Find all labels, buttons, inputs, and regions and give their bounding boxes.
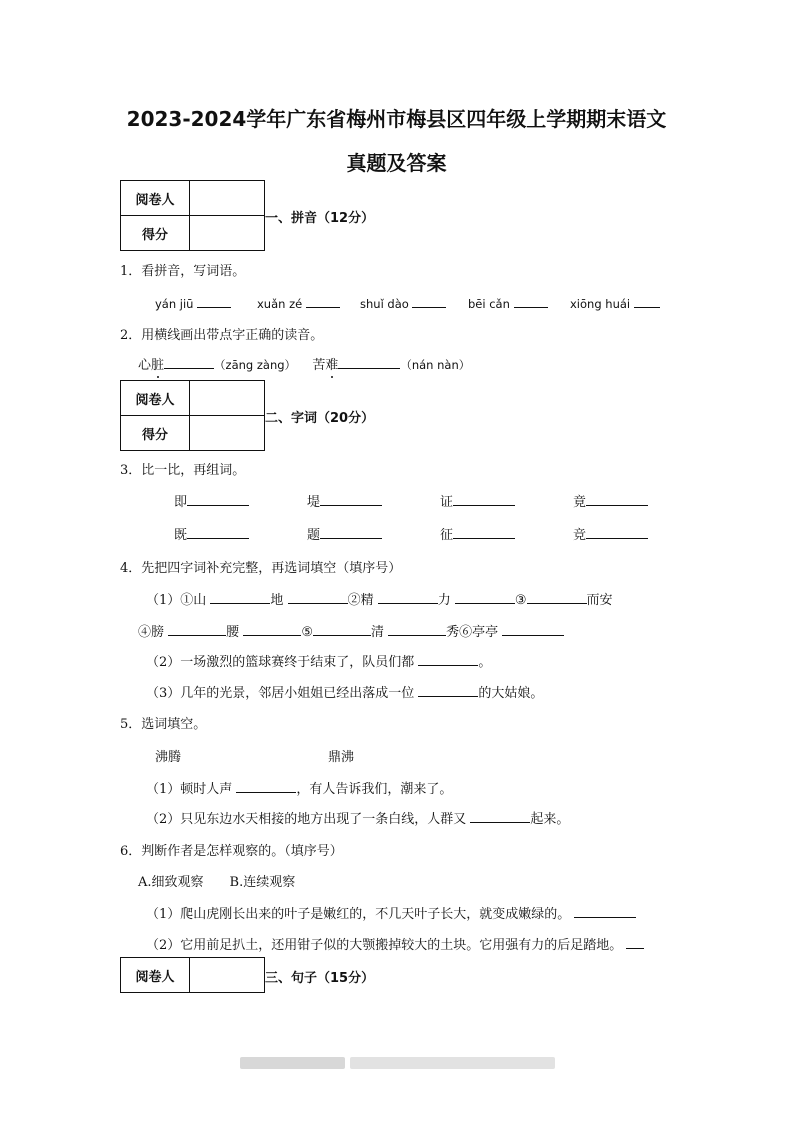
question-2: 2．用横线画出带点字正确的读音。	[120, 328, 324, 343]
q3-item-8: 竞	[573, 524, 648, 543]
q4-sub-3: （3）几年的光景，邻居小姐姐已经出落成一位 的大姑娘。	[146, 682, 543, 701]
pinyin-4: bēi cǎn	[468, 294, 548, 311]
q6-options: A.细致观察 B.连续观察	[138, 875, 296, 890]
reviewer-label: 阅卷人	[121, 958, 190, 993]
reviewer-label: 阅卷人	[121, 181, 190, 216]
reviewer-cell[interactable]	[190, 381, 265, 416]
q2-word-b: 苦难	[312, 358, 339, 373]
section-2-heading: 二、字词（20分）	[265, 411, 375, 426]
footer-watermark-blur	[240, 1057, 345, 1069]
q3-item-2: 堤	[307, 491, 382, 510]
q5-word-2: 鼎沸	[328, 750, 355, 765]
reviewer-label: 阅卷人	[121, 381, 190, 416]
score-box-1	[120, 180, 265, 251]
q5-word-1: 沸腾	[155, 750, 182, 765]
section-1-heading: 一、拼音（12分）	[265, 211, 375, 226]
score-cell[interactable]	[190, 216, 265, 251]
q6-sub-1: （1）爬山虎刚长出来的叶子是嫩红的，不几天叶子长大，就变成嫩绿的。	[146, 903, 636, 922]
q3-item-6: 题	[307, 524, 382, 543]
q3-item-7: 征	[440, 524, 515, 543]
q3-item-4: 竟	[573, 491, 648, 510]
question-3: 3．比一比，再组词。	[120, 463, 246, 478]
pinyin-2: xuǎn zé	[257, 294, 340, 311]
reviewer-cell[interactable]	[190, 958, 265, 993]
section-3-heading: 三、句子（15分）	[265, 971, 375, 986]
q4-sub-2: （2）一场激烈的篮球赛终于结束了，队员们都 。	[146, 651, 491, 670]
score-label: 得分	[121, 216, 190, 251]
score-cell[interactable]	[190, 416, 265, 451]
question-5: 5．选词填空。	[120, 717, 207, 732]
footer-watermark-blur-2	[350, 1057, 555, 1069]
question-1: 1．看拼音，写词语。	[120, 264, 246, 279]
q2-word-a: 心脏	[138, 358, 165, 373]
question-6: 6．判断作者是怎样观察的。（填序号）	[120, 844, 343, 859]
q5-sub-2: （2）只见东边水天相接的地方出现了一条白线，人群又 起来。	[146, 808, 569, 827]
q4-line-2: ④膀 腰 ⑤ 清 秀⑥亭亭	[138, 621, 564, 640]
pinyin-5: xiōng huái	[570, 294, 660, 311]
q3-item-3: 证	[440, 491, 515, 510]
page-title-line2: 真题及答案	[346, 151, 447, 175]
q6-sub-2: （2）它用前足扒土，还用钳子似的大颚搬掉较大的土块。它用强有力的后足踏地。	[146, 934, 644, 953]
reviewer-cell[interactable]	[190, 181, 265, 216]
score-label: 得分	[121, 416, 190, 451]
q3-item-1: 即	[174, 491, 249, 510]
pinyin-1: yán jiū	[155, 294, 231, 311]
q5-sub-1: （1）顿时人声 ，有人告诉我们，潮来了。	[146, 778, 452, 797]
q2-line: 心脏 （zāng zàng） 苦难 （nán nàn）	[138, 354, 470, 373]
question-4: 4．先把四字词补充完整，再选词填空（填序号）	[120, 561, 402, 576]
score-box-2	[120, 380, 265, 451]
q4-line-1: （1）①山 地 ②精 力 ③ 而安	[146, 589, 613, 608]
page-title: 2023-2024学年广东省梅州市梅县区四年级上学期期末语文	[126, 107, 667, 131]
score-box-3	[120, 957, 265, 993]
pinyin-3: shuǐ dào	[360, 294, 446, 311]
q3-item-5: 既	[174, 524, 249, 543]
